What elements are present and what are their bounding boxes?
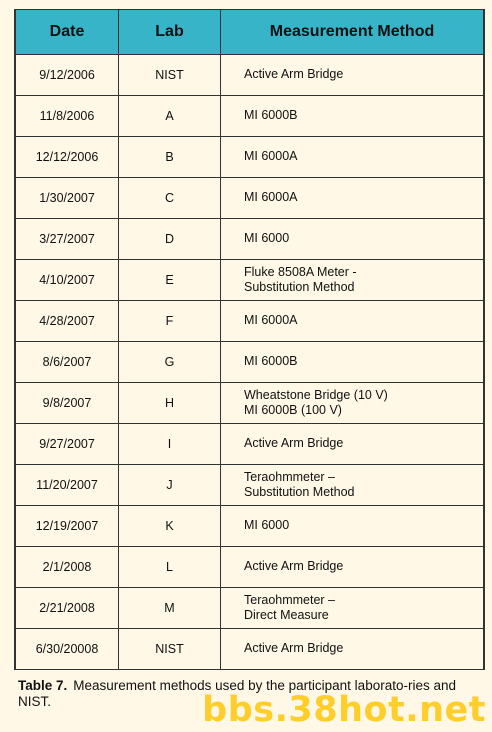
caption-text: Measurement methods used by the participant laborato-ries and NIST. [18, 678, 456, 709]
cell-date: 8/6/2007 [16, 341, 119, 382]
table-row [16, 300, 484, 341]
table-row [16, 587, 484, 628]
cell-method: Active Arm Bridge [221, 546, 484, 587]
cell-method: MI 6000 [221, 505, 484, 546]
cell-method: MI 6000B [221, 95, 484, 136]
cell-method: MI 6000A [221, 177, 484, 218]
cell-lab: F [119, 300, 221, 341]
header-lab: Lab [119, 10, 221, 54]
cell-method: MI 6000B [221, 341, 484, 382]
cell-date: 11/20/2007 [16, 464, 119, 505]
cell-date: 2/1/2008 [16, 546, 119, 587]
cell-method: Active Arm Bridge [221, 423, 484, 464]
measurement-methods-table [15, 10, 484, 670]
caption-label: Table 7. [18, 678, 68, 693]
cell-lab: K [119, 505, 221, 546]
cell-date: 11/8/2006 [16, 95, 119, 136]
table-header [16, 10, 484, 54]
cell-date: 9/8/2007 [16, 382, 119, 423]
table-row [16, 628, 484, 669]
cell-method: Wheatstone Bridge (10 V) MI 6000B (100 V) [221, 382, 484, 423]
cell-date: 9/12/2006 [16, 54, 119, 95]
cell-method: Teraohmmeter – Substitution Method [221, 464, 484, 505]
cell-lab: C [119, 177, 221, 218]
table-body [16, 54, 484, 669]
cell-date: 12/19/2007 [16, 505, 119, 546]
table-row [16, 259, 484, 300]
header-date: Date [16, 10, 119, 54]
cell-lab: NIST [119, 54, 221, 95]
cell-method: Teraohmmeter – Direct Measure [221, 587, 484, 628]
cell-date: 9/27/2007 [16, 423, 119, 464]
cell-date: 6/30/20008 [16, 628, 119, 669]
cell-method: MI 6000A [221, 300, 484, 341]
cell-lab: NIST [119, 628, 221, 669]
table-row [16, 546, 484, 587]
table-row [16, 382, 484, 423]
table-header-row [16, 10, 484, 54]
cell-lab: E [119, 259, 221, 300]
cell-date: 3/27/2007 [16, 218, 119, 259]
table-row [16, 177, 484, 218]
cell-method: MI 6000 [221, 218, 484, 259]
cell-date: 1/30/2007 [16, 177, 119, 218]
table-row [16, 505, 484, 546]
table-row [16, 423, 484, 464]
cell-method: Fluke 8508A Meter - Substitution Method [221, 259, 484, 300]
table-row [16, 464, 484, 505]
cell-lab: H [119, 382, 221, 423]
cell-lab: I [119, 423, 221, 464]
cell-method: Active Arm Bridge [221, 54, 484, 95]
cell-date: 4/28/2007 [16, 300, 119, 341]
table-row [16, 95, 484, 136]
table-row [16, 54, 484, 95]
measurement-table-container [14, 9, 485, 670]
cell-date: 4/10/2007 [16, 259, 119, 300]
cell-lab: L [119, 546, 221, 587]
cell-lab: J [119, 464, 221, 505]
table-row [16, 218, 484, 259]
header-measurement-method: Measurement Method [221, 10, 484, 54]
cell-method: MI 6000A [221, 136, 484, 177]
table-row [16, 136, 484, 177]
watermark-text: bbs.38hot.net [202, 690, 486, 730]
cell-method: Active Arm Bridge [221, 628, 484, 669]
cell-lab: B [119, 136, 221, 177]
cell-date: 2/21/2008 [16, 587, 119, 628]
cell-date: 12/12/2006 [16, 136, 119, 177]
cell-lab: M [119, 587, 221, 628]
cell-lab: D [119, 218, 221, 259]
cell-lab: G [119, 341, 221, 382]
cell-lab: A [119, 95, 221, 136]
table-row [16, 341, 484, 382]
